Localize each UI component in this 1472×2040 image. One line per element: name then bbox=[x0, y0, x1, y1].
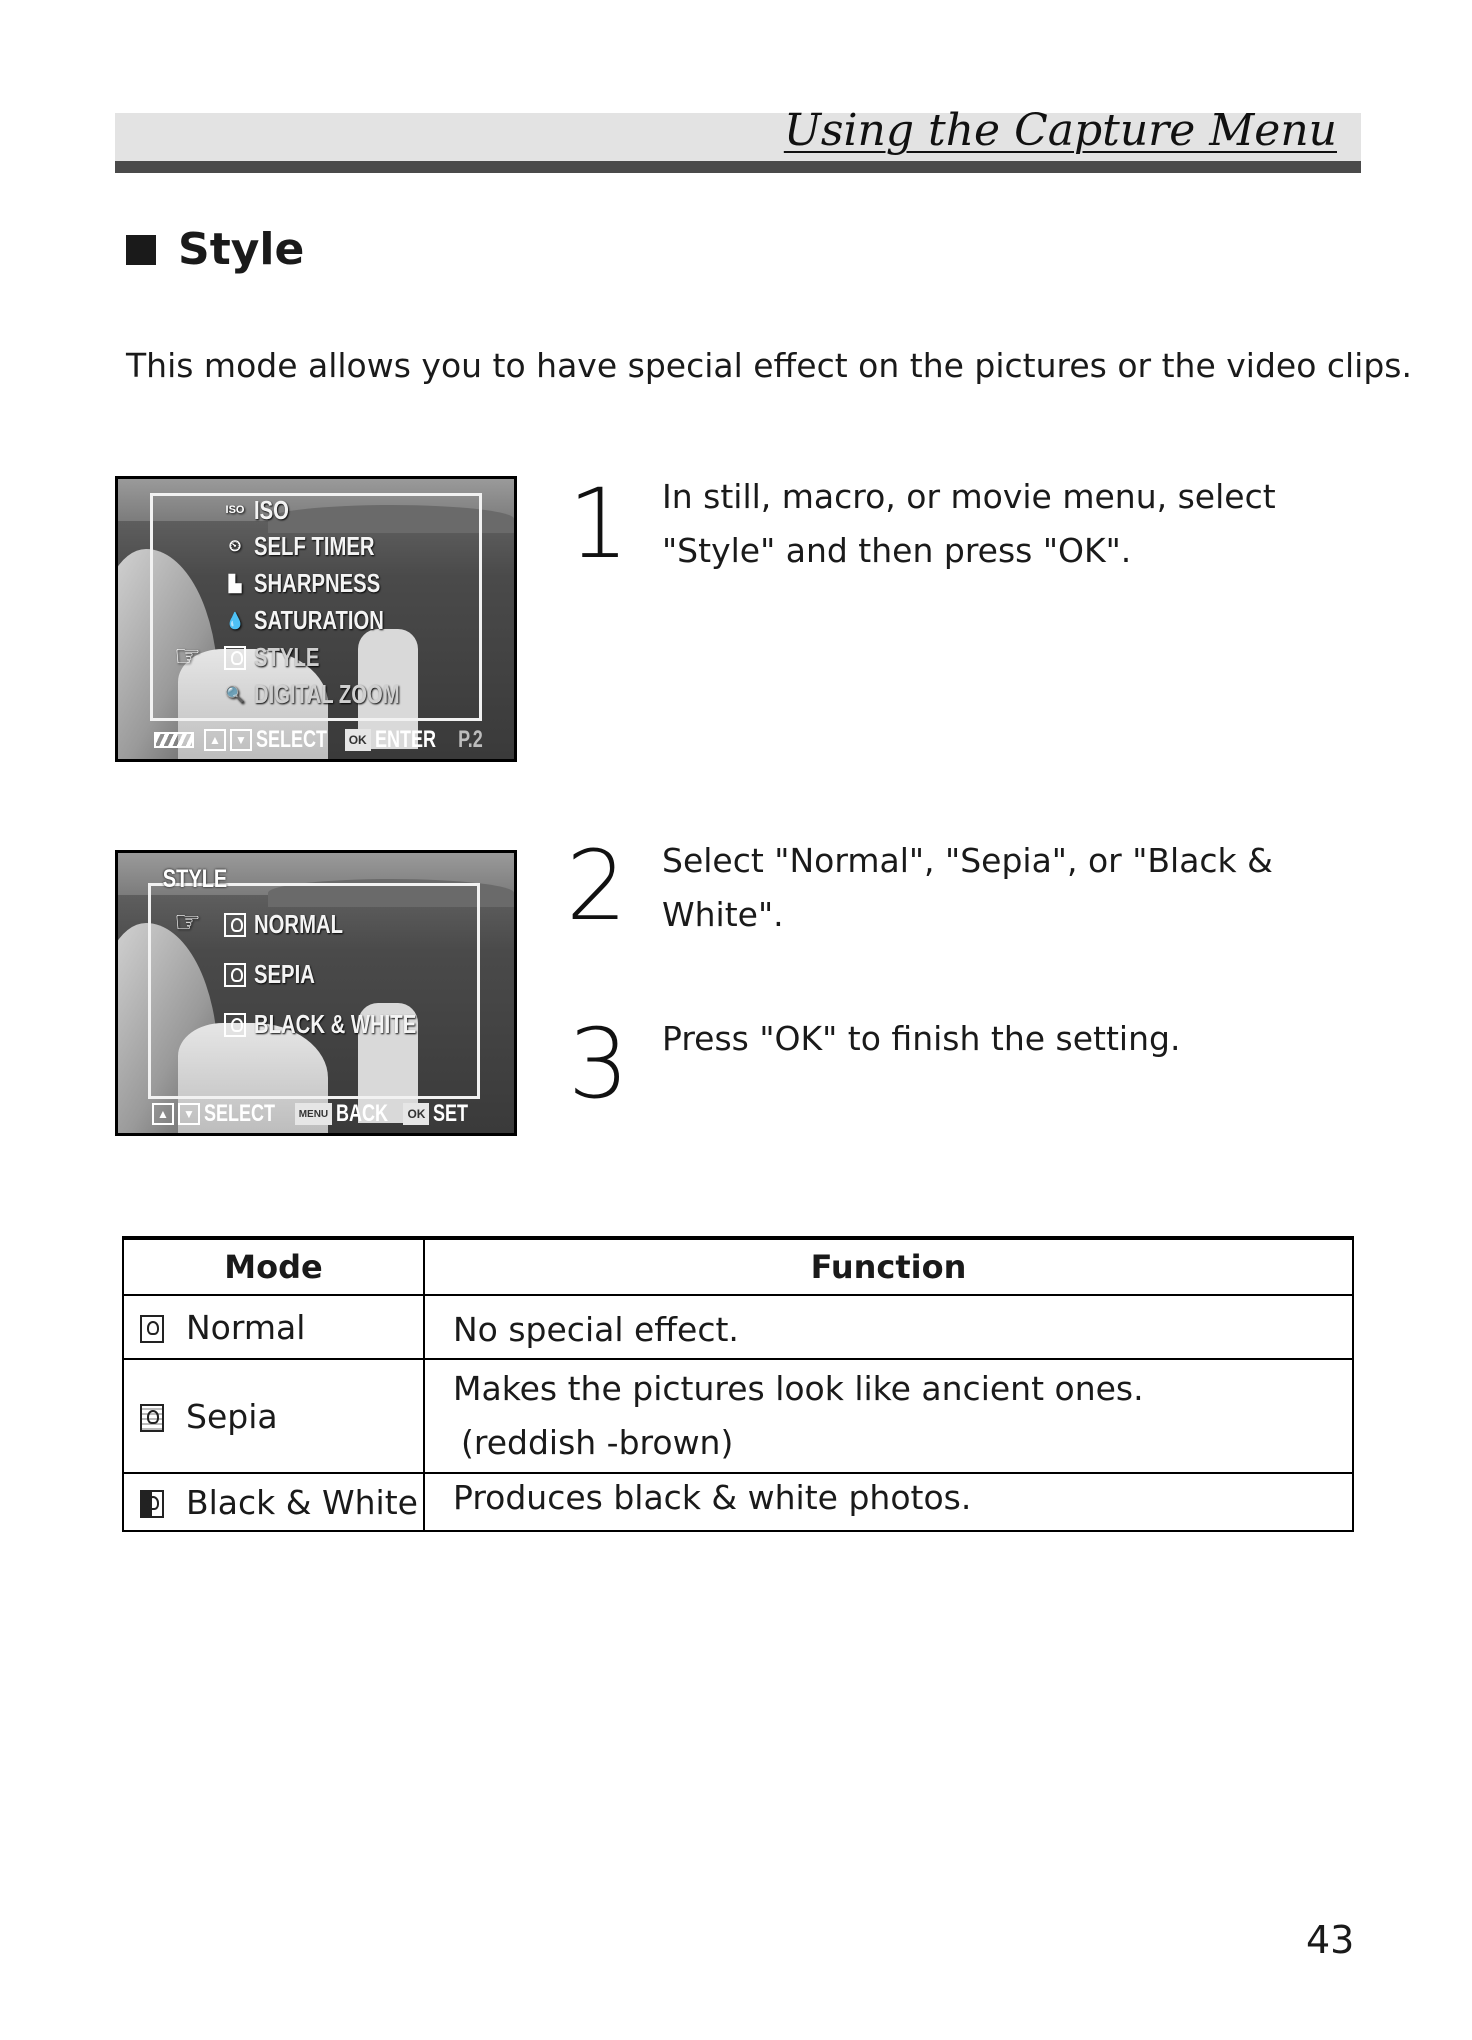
camera-screen-capture-menu bbox=[115, 476, 517, 762]
self-timer-icon: ⏲ bbox=[228, 537, 242, 555]
mode-cell bbox=[123, 1295, 424, 1359]
status-back-label: BACK bbox=[336, 1100, 389, 1127]
screen-status-bar bbox=[118, 1095, 514, 1133]
step-number-2: 2 bbox=[566, 830, 628, 942]
menu-item-label: STYLE bbox=[254, 642, 320, 672]
style-icon bbox=[222, 645, 248, 671]
menu-item-label: SATURATION bbox=[254, 605, 384, 635]
menu-key-icon: MENU bbox=[295, 1103, 332, 1125]
submenu-title: STYLE bbox=[162, 865, 228, 893]
battery-icon bbox=[154, 732, 194, 748]
menu-item-label: DIGITAL ZOOM bbox=[254, 679, 400, 709]
step-text-3: Press "OK" to finish the setting. bbox=[662, 1019, 1181, 1058]
up-arrow-icon: ▲ bbox=[204, 729, 226, 751]
mode-cell bbox=[123, 1473, 424, 1531]
function-text: (reddish -brown) bbox=[461, 1423, 734, 1462]
step-number-3: 3 bbox=[568, 1008, 630, 1120]
style-option-label: NORMAL bbox=[254, 909, 343, 939]
down-arrow-icon: ▼ bbox=[230, 729, 252, 751]
mode-name: Black & White bbox=[186, 1482, 418, 1522]
black-white-icon bbox=[222, 1012, 248, 1038]
column-header-function: Function bbox=[424, 1238, 1353, 1295]
menu-item-self-timer[interactable] bbox=[222, 531, 409, 562]
mode-name: Normal bbox=[186, 1307, 306, 1347]
status-select-label: SELECT bbox=[204, 1100, 276, 1127]
step-text-2: Select "Normal", "Sepia", or "Black & White". bbox=[662, 841, 1273, 934]
table-row bbox=[123, 1473, 1353, 1531]
intro-paragraph: This mode allows you to have special effect on the pictures or the video clips. bbox=[126, 346, 1412, 385]
status-select-label: SELECT bbox=[256, 726, 328, 753]
column-header-mode: Mode bbox=[123, 1238, 424, 1295]
menu-item-label: ISO bbox=[254, 495, 289, 525]
sepia-icon bbox=[222, 962, 248, 988]
table-row bbox=[123, 1359, 1353, 1473]
status-enter-label: ENTER bbox=[374, 726, 436, 753]
black-white-icon bbox=[140, 1490, 164, 1518]
step-text-1: In still, macro, or movie menu, select "Style" and then press "OK". bbox=[662, 477, 1276, 570]
menu-item-sharpness[interactable] bbox=[222, 568, 416, 599]
ok-key-icon: OK bbox=[403, 1103, 429, 1125]
menu-item-iso[interactable] bbox=[222, 495, 299, 526]
style-option-label: BLACK & WHITE bbox=[254, 1009, 417, 1039]
ok-key-icon: OK bbox=[345, 729, 371, 751]
style-option-normal[interactable] bbox=[222, 909, 368, 940]
chapter-title: Using the Capture Menu bbox=[783, 105, 1337, 156]
function-text: Produces black & white photos. bbox=[453, 1478, 972, 1517]
camera-screen-style-menu bbox=[115, 850, 517, 1136]
function-cell bbox=[424, 1359, 1353, 1473]
up-arrow-icon: ▲ bbox=[152, 1103, 174, 1125]
table-header-row bbox=[123, 1238, 1353, 1295]
status-set-label: SET bbox=[433, 1100, 469, 1127]
page-indicator: P.2 bbox=[458, 726, 483, 753]
menu-item-style[interactable] bbox=[222, 642, 338, 673]
style-option-black-white[interactable] bbox=[222, 1009, 462, 1040]
menu-item-saturation[interactable] bbox=[222, 605, 421, 636]
function-text: No special effect. bbox=[453, 1310, 739, 1349]
page-number: 43 bbox=[1306, 1918, 1355, 1962]
normal-icon bbox=[222, 912, 248, 938]
sharpness-icon: ▙ bbox=[228, 575, 242, 593]
style-mode-table bbox=[122, 1236, 1354, 1532]
digital-zoom-icon: 🔍 bbox=[225, 686, 245, 704]
pointer-hand-icon: ☞ bbox=[174, 905, 201, 940]
style-option-sepia[interactable] bbox=[222, 959, 332, 990]
sepia-icon bbox=[140, 1404, 164, 1432]
menu-item-digital-zoom[interactable] bbox=[222, 679, 441, 710]
section-title: Style bbox=[178, 224, 305, 275]
function-cell bbox=[424, 1295, 1353, 1359]
iso-icon: ISO bbox=[225, 504, 245, 516]
normal-icon bbox=[140, 1315, 164, 1343]
function-cell bbox=[424, 1473, 1353, 1531]
header-rule bbox=[115, 161, 1361, 173]
menu-item-label: SELF TIMER bbox=[254, 531, 375, 561]
down-arrow-icon: ▼ bbox=[178, 1103, 200, 1125]
style-option-label: SEPIA bbox=[254, 959, 315, 989]
header-band bbox=[115, 105, 1361, 161]
section-bullet-icon bbox=[126, 235, 156, 265]
mode-name: Sepia bbox=[186, 1396, 278, 1436]
screen-status-bar bbox=[118, 721, 514, 759]
step-number-1: 1 bbox=[568, 468, 630, 580]
function-text: Makes the pictures look like ancient ones. bbox=[453, 1369, 1144, 1408]
menu-item-label: SHARPNESS bbox=[254, 568, 381, 598]
pointer-hand-icon: ☞ bbox=[174, 639, 201, 674]
table-row bbox=[123, 1295, 1353, 1359]
mode-cell bbox=[123, 1359, 424, 1473]
saturation-icon: 💧 bbox=[225, 612, 245, 630]
section-heading bbox=[126, 224, 304, 275]
